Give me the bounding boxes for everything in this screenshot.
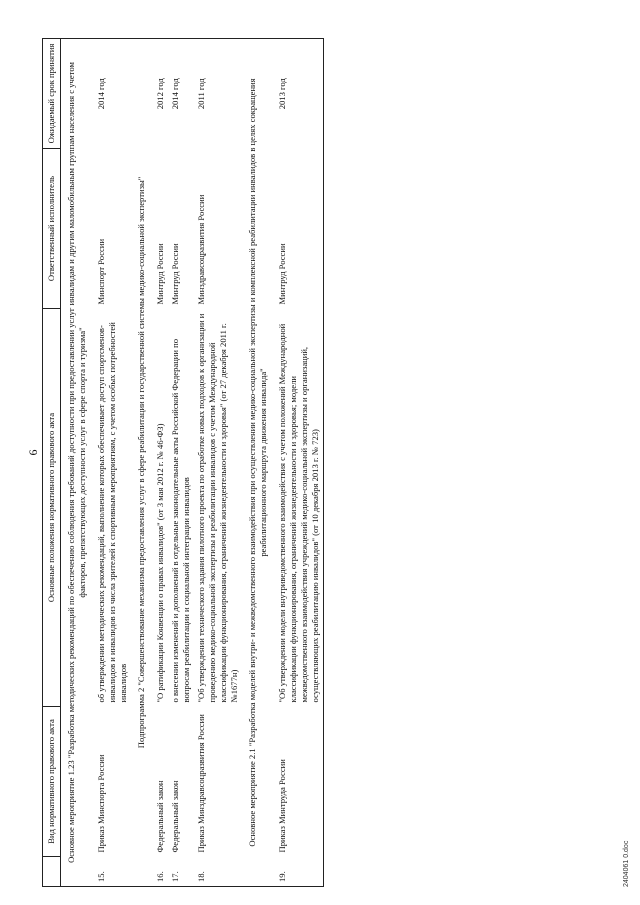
row-act-content: "Об утверждении технического задания пилотного проекта по отработке новых подходов к организации и проведению медико-социальной экспертизы и реабилитации инвалидов с учетом Международной классификации функционирования, ограничений жизнедеятельности и здоровья" (от 27 декабря 2011 г. №1677н)	[196, 313, 239, 703]
section-heading: Основное мероприятие 1.23 "Разработка методических рекомендаций по обеспечению соблюдения требований доступности при предоставлении услуг инвалидам и другим маломобильным группам населения с учетом факторов, препятствующих доступности услуг в сфере спорта и туризма"	[61, 39, 95, 887]
row-act-type: Приказ Минспорта России	[96, 754, 106, 853]
section-row	[61, 39, 95, 887]
table-row	[168, 39, 194, 887]
row-act-type: Приказ Минздравсоцразвития России	[196, 714, 206, 853]
row-act-type: Федеральный закон	[170, 780, 180, 853]
document-filename: 2404061 0.doc	[623, 840, 630, 887]
row-number: 18.	[194, 857, 242, 887]
table-row	[275, 39, 324, 887]
row-term: 2012 год	[153, 39, 168, 149]
table-header-row	[43, 39, 61, 887]
table-row	[194, 39, 242, 887]
header-term: Ожидаемый срок принятия	[43, 39, 61, 149]
table-row	[153, 39, 168, 887]
header-act-type: Вид нормативного правового акта	[43, 707, 61, 857]
header-number	[43, 857, 61, 887]
row-act-type: Федеральный закон	[155, 780, 165, 853]
row-term: 2011 год	[194, 39, 242, 149]
row-act-content: "Об утверждении модели внутриведомственного взаимодействия с учетом положений Международной классификации функционирования, ограничений жизнедеятельности и здоровья; модели межведомственного взаимодействия учреждений медико-социальной экспертизы и организаций, осуществляющих реабилитацию инвалидов" (от 10 декабря 2013 г. № 723)	[275, 309, 324, 707]
row-executor: Минтруд России	[155, 243, 165, 305]
normative-acts-table	[42, 38, 324, 887]
row-act-content: о внесении изменений и дополнений в отдельные законодательные акты Российской Федерации по вопросам реабилитации и социальной интеграции инвалидов	[170, 338, 191, 703]
row-executor: Минздравсоцразвития России	[196, 194, 206, 305]
header-executor: Ответственный исполнитель	[43, 149, 61, 309]
row-executor: Минтруд России	[170, 243, 180, 305]
section-row	[242, 39, 275, 887]
row-executor: Минтруд России	[275, 149, 324, 309]
header-act-content: Основные положения нормативного правового акта	[43, 309, 61, 707]
page-number: 6	[26, 449, 40, 456]
row-act-type: Приказ Минтруда России	[275, 707, 324, 857]
row-executor: Минспорт России	[96, 238, 106, 305]
section-row	[131, 39, 153, 887]
row-number: 17.	[168, 857, 194, 887]
row-number: 15.	[94, 857, 131, 887]
row-number: 19.	[275, 857, 324, 887]
row-act-content: об утверждении методических рекомендаций, выполнение которых обеспечивает доступ спортсменов-инвалидов и инвалидов из числа зрителей к спортивным мероприятиям, с учетом особых потребностей инвалидов	[96, 322, 128, 703]
row-number: 16.	[153, 857, 168, 887]
table-row	[94, 39, 131, 887]
row-term: 2013 год	[275, 39, 324, 149]
row-term: 2014 год	[94, 39, 131, 149]
row-act-content: "О ратификации Конвенции о правах инвалидов" (от 3 мая 2012 г. № 46-ФЗ)	[155, 423, 165, 703]
section-heading: Подпрограмма 2 "Совершенствование механизма предоставления услуг в сфере реабилитации и государственной системы медико-социальной экспертизы"	[131, 39, 153, 887]
row-term: 2014 год	[168, 39, 194, 149]
section-heading: Основное мероприятие 2.1 "Разработка моделей внутри- и межведомственного взаимодействия при осуществлении медико-социальной экспертизы и комплексной реабилитации инвалидов в целях сокращения реабилитационного маршрута движения инвалида"	[242, 39, 275, 887]
